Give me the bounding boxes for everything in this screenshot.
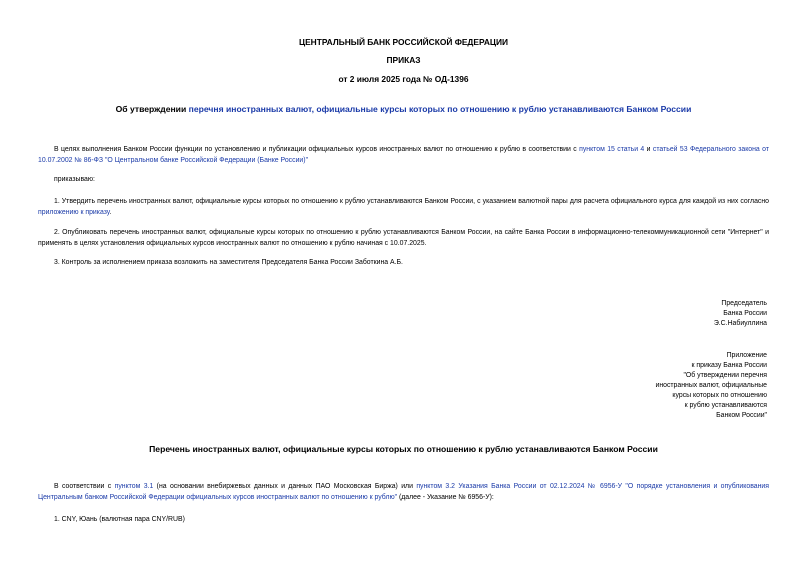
appendix-paragraph: В соответствии с пунктом 3.1 (на основании внебиржевых данных и данных ПАО Московская Биржа) или пунктом 3.2 Указания Банка России от 02.12.2024 № 6956-У "О порядке установления и опубликования Центральным банком Российской Федерации официальных курсов иностранных валют по отношению к рублю" (далее - Указание № 6956-У): — [38, 483, 769, 501]
order-item-1: 1. Утвердить перечень иностранных валют, официальные курсы которых по отношению к рублю устанавливаются Банком России, с указанием валютной пары для расчета официального курса для каждой из них согласно приложению к приказу. — [38, 198, 769, 216]
signature-position-line-2: Банка России — [723, 310, 767, 317]
signature-block — [714, 299, 767, 329]
order-item-2: 2. Опубликовать перечень иностранных валют, официальные курсы которых по отношению к рублю устанавливаются Банком России, на сайте Банка России в информационно-телекоммуникационной сети "Интернет" и применять в целях установления официальных курсов иностранных валют по отношению к рублю начиная с 10.07.2025. — [38, 229, 769, 247]
link-point-3-1[interactable]: пунктом 3.1 — [114, 483, 154, 490]
link-point-15-article-4[interactable]: пунктом 15 статьи 4 — [579, 146, 645, 153]
appendix-note: Приложение к приказу Банка России "Об утверждении перечня иностранных валют, официальные курсы которых по отношению к рублю устанавливаются Банком России" — [655, 352, 767, 419]
appendix-title: Перечень иностранных валют, официальные курсы которых по отношению к рублю устанавливаются Банком России — [149, 444, 658, 454]
doc-type-heading: ПРИКАЗ — [386, 55, 421, 65]
title-link[interactable]: перечня иностранных валют, официальные курсы которых по отношению к рублю устанавливаются Банком России — [188, 104, 692, 114]
preamble-paragraph: В целях выполнения Банком России функции по установлению и публикации официальных курсов иностранных валют по отношению к рублю в соответствии с пунктом 15 статьи 4 и статьей 53 Федерального закона от 10.07.2002 № 86-ФЗ "О Центральном банке Российской Федерации (Банке России)" — [38, 146, 769, 164]
order-item-3: 3. Контроль за исполнением приказа возложить на заместителя Председателя Банка России Заботкина А.Б. — [54, 259, 403, 266]
link-appendix[interactable]: приложению к приказу — [38, 208, 110, 216]
currency-list-item-1: 1. CNY, Юань (валютная пара CNY/RUB) — [54, 516, 185, 523]
order-word: приказываю: — [54, 176, 95, 183]
issuer-heading: ЦЕНТРАЛЬНЫЙ БАНК РОССИЙСКОЙ ФЕДЕРАЦИИ — [298, 37, 509, 47]
signature-position-line-1: Председатель — [721, 300, 767, 307]
link-directive-6956-u[interactable]: пунктом 3.2 Указания Банка России от 02.12.2024 № 6956-У "О порядке установления и опубликования Центральным банком Российской Федерации официальных курсов иностранных валют по отношению к рублю" — [38, 483, 769, 501]
doc-date-number: от 2 июля 2025 года № ОД-1396 — [338, 74, 469, 84]
link-article-53-federal-law[interactable]: статьей 53 Федерального закона от 10.07.2002 № 86-ФЗ "О Центральном банке Российской Федерации (Банке России)" — [38, 146, 769, 164]
doc-title: Об утверждении перечня иностранных валют, официальные курсы которых по отношению к рублю устанавливаются Банком России — [115, 104, 692, 114]
signature-name: Э.С.Набиуллина — [713, 320, 767, 327]
